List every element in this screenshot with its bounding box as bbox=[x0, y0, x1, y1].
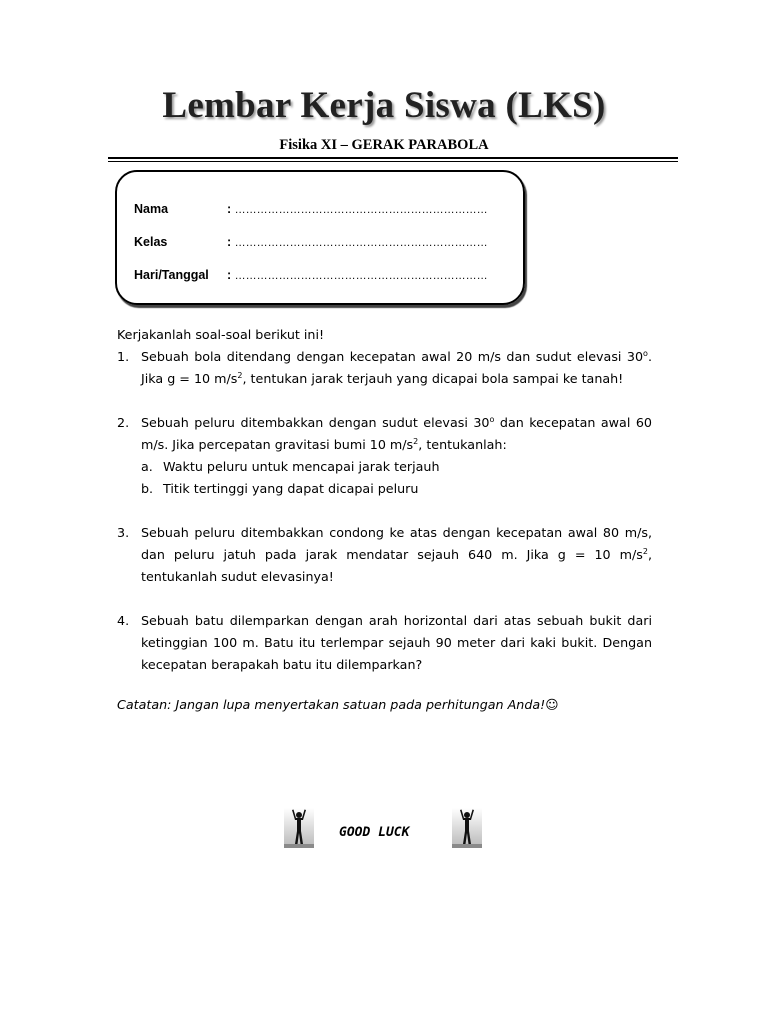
identity-row-class bbox=[134, 235, 488, 249]
sub-question-text: Titik tertinggi yang dapat dicapai peluru bbox=[163, 481, 419, 496]
sub-question-label: a. bbox=[141, 459, 153, 474]
person-arms-raised-icon bbox=[284, 808, 314, 848]
identity-label: Nama bbox=[134, 202, 169, 216]
question-1 bbox=[117, 346, 652, 390]
sub-question-b bbox=[141, 478, 652, 500]
date-blank-field[interactable]: …………………………………………………………… bbox=[234, 270, 488, 282]
identity-row-date bbox=[134, 268, 488, 282]
good-luck-text: GOOD LUCK bbox=[339, 825, 410, 840]
sub-question-a bbox=[141, 456, 652, 478]
question-number: 1. bbox=[117, 349, 130, 364]
identity-label: Kelas bbox=[134, 235, 168, 249]
question-text: Sebuah bola ditendang dengan kecepatan awal 20 m/s dan sudut elevasi 30$^o$. Jika g = 10 $m/s^2$, tentukan jarak terjauh yang dicapai bola sampai ke tanah! bbox=[141, 348, 652, 386]
good-luck-banner bbox=[284, 808, 484, 850]
identity-row-name bbox=[134, 202, 488, 216]
class-blank-field[interactable]: …………………………………………………………… bbox=[234, 237, 488, 249]
name-blank-field[interactable]: …………………………………………………………… bbox=[234, 204, 488, 216]
question-number: 4. bbox=[117, 613, 130, 628]
question-3 bbox=[117, 522, 652, 588]
question-2 bbox=[117, 412, 652, 500]
identity-separator: : bbox=[227, 268, 232, 282]
identity-label: Hari/Tanggal bbox=[134, 268, 209, 282]
page-subtitle: Fisika XI – GERAK PARABOLA bbox=[279, 137, 489, 153]
instructions: Kerjakanlah soal-soal berikut ini! bbox=[117, 327, 325, 342]
identity-separator: : bbox=[227, 235, 232, 249]
question-number: 2. bbox=[117, 415, 130, 430]
sub-question-text: Waktu peluru untuk mencapai jarak terjauh bbox=[163, 459, 440, 474]
question-text: Sebuah peluru ditembakkan dengan sudut elevasi 30$^o$ dan kecepatan awal 60 m/s. Jika percepatan gravitasi bumi 10 $m/s^2$, tentukanlah: bbox=[141, 414, 652, 452]
header-divider bbox=[108, 157, 678, 159]
question-number: 3. bbox=[117, 525, 130, 540]
question-text: Sebuah batu dilemparkan dengan arah horizontal dari atas sebuah bukit dari ketinggian 100 m. Batu itu terlempar sejauh 90 meter dari kaki bukit. Dengan kecepatan berapakah batu itu dilemparkan? bbox=[141, 613, 652, 672]
student-identity-box bbox=[115, 170, 525, 305]
question-text: Sebuah peluru ditembakkan condong ke atas dengan kecepatan awal 80 m/s, dan peluru jatuh pada jarak mendatar sejauh 640 m. Jika g = 10 $m/s^2$, tentukanlah sudut elevasinya! bbox=[141, 525, 652, 584]
footnote: Catatan: Jangan lupa menyertakan satuan pada perhitungan Anda!☺ bbox=[117, 697, 559, 712]
person-arms-raised-icon bbox=[452, 808, 482, 848]
header-divider-thin bbox=[108, 161, 678, 162]
worksheet-content bbox=[117, 324, 652, 716]
sub-question-label: b. bbox=[141, 481, 154, 496]
question-4 bbox=[117, 610, 652, 676]
identity-separator: : bbox=[227, 202, 232, 216]
page-title: Lembar Kerja Siswa (LKS) bbox=[162, 85, 606, 126]
